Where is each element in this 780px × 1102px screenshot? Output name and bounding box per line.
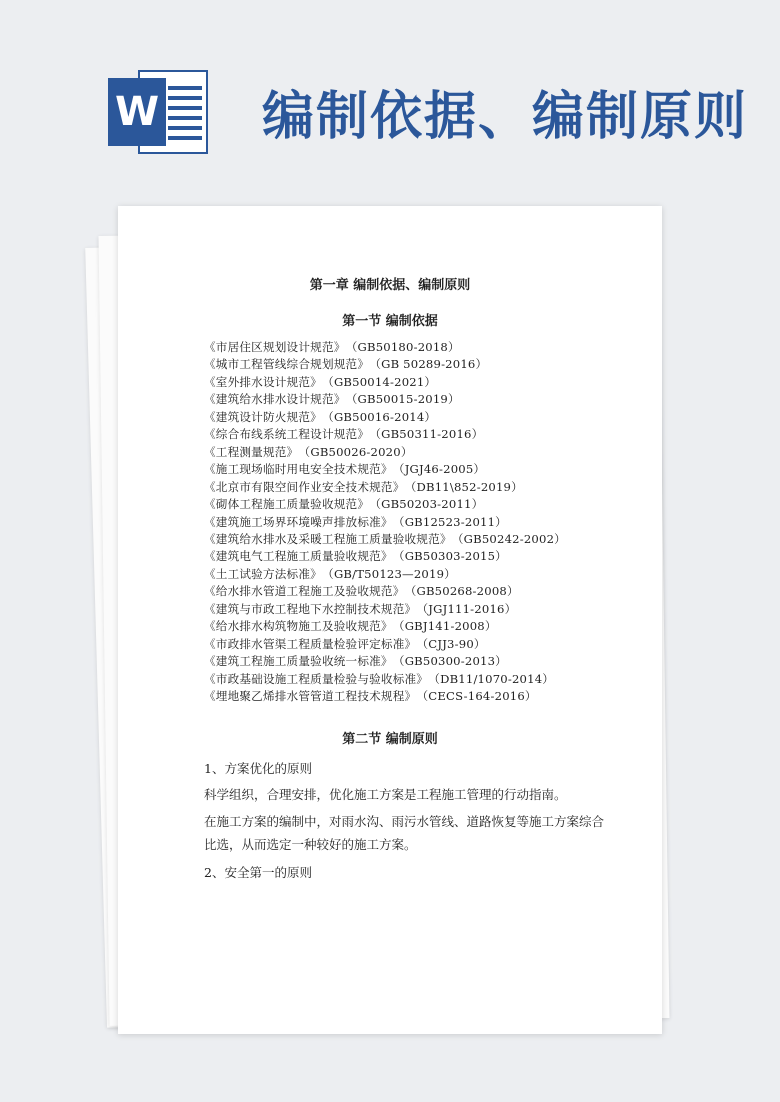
banner-title: 编制依据、编制原则: [262, 87, 749, 147]
list-item: [204, 426, 566, 443]
list-item: [204, 496, 566, 513]
standard-name: 《土工试验方法标准》: [204, 566, 322, 581]
principle1-text-a: 科学组织，合理安排，优化施工方案是工程施工管理的行动指南。: [204, 787, 567, 802]
standard-code: （GB50014-2021）: [327, 374, 437, 389]
list-item: [204, 653, 566, 670]
section1-title: 第一节 编制依据: [342, 314, 438, 329]
standard-name: 《工程测量规范》: [204, 444, 299, 459]
standard-code: （GB50242-2002）: [457, 531, 566, 546]
standard-code: （DB11\852-2019）: [410, 479, 523, 494]
standard-name: 《砌体工程施工质量验收规范》: [204, 497, 370, 512]
standard-name: 《建筑给水排水设计规范》: [204, 392, 346, 407]
standard-name: 《市政基础设施工程质量检验与验收标准》: [204, 671, 429, 686]
standard-name: 《建筑施工场界环境噪声排放标准》: [204, 514, 393, 529]
list-item: [204, 531, 566, 548]
list-item: [204, 618, 566, 635]
list-item: [204, 409, 566, 426]
list-item: [204, 583, 566, 600]
list-item: [204, 688, 566, 705]
standards-list: [204, 339, 566, 706]
standard-name: 《建筑工程施工质量验收统一标准》: [204, 654, 393, 669]
list-item: [204, 339, 566, 356]
standard-name: 《市政排水管渠工程质量检验评定标准》: [204, 636, 417, 651]
standard-name: 《城市工程管线综合规划规范》: [204, 357, 370, 372]
standard-code: （GB50026-2020）: [304, 444, 413, 459]
banner: [0, 0, 780, 200]
standard-code: （GB50311-2016）: [375, 427, 484, 442]
standard-code: （GB50015-2019）: [351, 392, 460, 407]
standard-name: 《施工现场临时用电安全技术规范》: [204, 462, 393, 477]
list-item: [204, 444, 566, 461]
list-item: [204, 636, 566, 653]
standard-code: （CECS-164-2016）: [422, 689, 537, 704]
list-item: [204, 671, 566, 688]
list-item: [204, 566, 566, 583]
list-item: [204, 391, 566, 408]
standard-code: （GB12523-2011）: [398, 514, 507, 529]
standard-code: （GB50268-2008）: [410, 584, 519, 599]
chapter-title: 第一章 编制依据、编制原则: [309, 278, 471, 293]
list-item: [204, 356, 566, 373]
list-item: [204, 461, 566, 478]
standard-code: （GB50016-2014）: [327, 409, 437, 424]
standard-name: 《室外排水设计规范》: [204, 374, 322, 389]
standard-code: （GB50303-2015）: [398, 549, 507, 564]
standard-code: （CJJ3-90）: [422, 636, 486, 651]
list-item: [204, 479, 566, 496]
standard-code: （GB 50289-2016）: [375, 357, 488, 372]
list-item: [204, 374, 566, 391]
word-letter-badge: W: [108, 78, 166, 146]
standard-name: 《建筑与市政工程地下水控制技术规范》: [204, 601, 417, 616]
word-icon: [108, 70, 208, 154]
standard-code: （DB11/1070-2014）: [434, 671, 555, 686]
list-item: [204, 548, 566, 565]
standard-name: 《综合布线系统工程设计规范》: [204, 427, 370, 442]
standard-code: （GB50180-2018）: [351, 340, 460, 354]
list-item: [204, 601, 566, 618]
standard-name: 《给水排水管道工程施工及验收规范》: [204, 584, 405, 599]
standard-name: 《建筑设计防火规范》: [204, 409, 322, 424]
standard-code: （JGJ46-2005）: [398, 462, 486, 477]
standard-code: （GB/T50123—2019）: [327, 566, 456, 581]
principle1-heading: 1、方案优化的原则: [204, 761, 312, 776]
standard-name: 《北京市有限空间作业安全技术规范》: [204, 479, 405, 494]
principle2-heading: 2、安全第一的原则: [204, 865, 312, 880]
standard-code: （GB50300-2013）: [398, 654, 507, 669]
list-item: [204, 514, 566, 531]
principle1-text-b: 在施工方案的编制中，对雨水沟、雨污水管线、道路恢复等施工方案综合比选，从而选定一种较好的施工方案。: [204, 814, 605, 852]
standard-name: 《市居住区规划设计规范》: [204, 340, 346, 354]
standard-code: （GBJ141-2008）: [398, 619, 497, 634]
section2-title: 第二节 编制原则: [342, 732, 438, 747]
standard-code: （JGJ111-2016）: [422, 601, 517, 616]
standard-name: 《建筑给水排水及采暖工程施工质量验收规范》: [204, 531, 452, 546]
standard-name: 《埋地聚乙烯排水管管道工程技术规程》: [204, 689, 417, 704]
standard-name: 《给水排水构筑物施工及验收规范》: [204, 619, 393, 634]
standard-name: 《建筑电气工程施工质量验收规范》: [204, 549, 393, 564]
document-page: [118, 206, 662, 1034]
standard-code: （GB50203-2011）: [375, 497, 484, 512]
